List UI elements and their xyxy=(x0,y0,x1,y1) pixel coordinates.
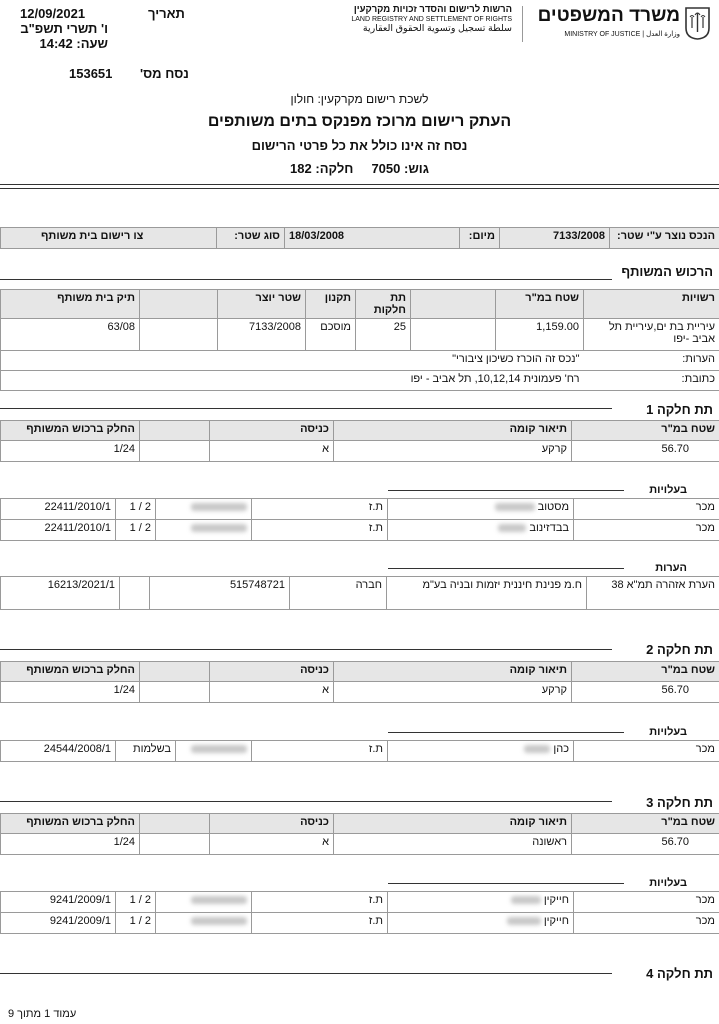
owner-id xyxy=(156,520,252,541)
owner-id-type: ת.ז xyxy=(252,499,388,520)
date-label: תאריך xyxy=(148,6,185,21)
cell-bylaws: מוסכם xyxy=(306,319,356,351)
owner-surname: חייקין xyxy=(543,915,569,927)
redacted-id-number xyxy=(191,896,247,904)
col-entrance: כניסה xyxy=(210,814,334,834)
ministry-name-en: MINISTRY OF JUSTICE xyxy=(564,31,641,38)
cell-area: 56.70 xyxy=(572,834,719,855)
redacted-first-name xyxy=(511,896,541,904)
ministry-name-ar: وزارة العدل xyxy=(646,31,680,38)
ownership-title-2: בעלויות xyxy=(649,726,687,738)
cell-common-share: 1/24 xyxy=(1,682,140,703)
cell-entrance: א xyxy=(210,834,334,855)
deed-type-value: צו רישום בית משותף xyxy=(1,228,217,249)
deed-type-label: סוג שטר: xyxy=(217,228,285,249)
owner-surname: מסטוב xyxy=(537,501,569,513)
owner-id xyxy=(156,892,252,913)
cell-area: 1,159.00 xyxy=(496,319,584,351)
owner-id-type: ת.ז xyxy=(252,892,388,913)
ownership-table-3 xyxy=(0,891,719,934)
owner-transaction: מכר xyxy=(574,520,719,541)
col-empty-1 xyxy=(411,290,496,319)
redacted-id-number xyxy=(191,503,247,511)
sub-parcel-3-rule xyxy=(0,801,612,802)
owner-share: 2 / 1 xyxy=(116,499,156,520)
redacted-id-number xyxy=(191,524,247,532)
agency-block xyxy=(340,5,512,35)
title-divider-1 xyxy=(0,184,719,185)
note-beneficiary: ח.מ פנינת חיננית יזמות ובניה בע"מ xyxy=(387,577,587,610)
col-empty xyxy=(140,421,210,441)
helka-value: 182 xyxy=(290,161,312,176)
col-floor: תיאור קומה xyxy=(334,814,572,834)
owner-share: בשלמות xyxy=(116,741,176,762)
state-emblem xyxy=(684,6,711,40)
agency-name-ar: سلطة تسجيل وتسوية الحقوق العقارية xyxy=(362,22,512,34)
cell-floor: קרקע xyxy=(334,441,572,462)
cell-empty-1 xyxy=(411,319,496,351)
owner-deed: 22411/2010/1 xyxy=(1,520,116,541)
owner-transaction: מכר xyxy=(574,741,719,762)
owner-deed: 22411/2010/1 xyxy=(1,499,116,520)
copy-number-label: נסח מס' xyxy=(140,66,189,81)
cell-floor: קרקע xyxy=(334,682,572,703)
owner-share: 2 / 1 xyxy=(116,892,156,913)
sub-parcel-2-rule xyxy=(0,649,612,650)
deed-date-value: 18/03/2008 xyxy=(285,228,460,249)
ministry-name-he: משרד המשפטים xyxy=(537,5,680,26)
cell-condo-file: 63/08 xyxy=(1,319,140,351)
notes-table-1 xyxy=(0,576,719,610)
owner-id-type: ת.ז xyxy=(252,520,388,541)
note-beneficiary-type: חברה xyxy=(290,577,387,610)
time-value: 14:42 xyxy=(39,36,73,51)
document-title: העתק רישום מרוכז מפנקס בתים משותפים xyxy=(207,113,512,130)
ministry-block xyxy=(530,5,680,38)
col-entrance: כניסה xyxy=(210,662,334,682)
common-property-title: הרכוש המשותף xyxy=(621,264,713,279)
owner-deed: 9241/2009/1 xyxy=(1,913,116,934)
note-company-id: 515748721 xyxy=(150,577,290,610)
ministry-name-sub: MINISTRY OF JUSTICE | وزارة العدل xyxy=(564,31,680,38)
col-common-share: החלק ברכוש המשותף xyxy=(1,814,140,834)
owner-share: 2 / 1 xyxy=(116,520,156,541)
copy-number: 153651 xyxy=(69,66,113,81)
owner-deed: 9241/2009/1 xyxy=(1,892,116,913)
cell-area: 56.70 xyxy=(572,441,719,462)
note-type: הערת אזהרה תמ"א 38 xyxy=(587,577,719,610)
sub-parcel-1-table xyxy=(0,420,719,462)
cell-empty xyxy=(140,834,210,855)
col-bylaws: תקנון xyxy=(306,290,356,319)
col-sub-parcels: תת חלקות xyxy=(356,290,411,319)
cell-sub-parcels: 25 xyxy=(356,319,411,351)
owner-name xyxy=(388,499,574,520)
ownership-title-1: בעלויות xyxy=(649,484,687,496)
title-divider-2 xyxy=(0,188,719,189)
hebrew-date: ו' תשרי תשפ"ב xyxy=(20,21,108,36)
notes-value: "נכס זה הוכרז כשיכון ציבורי" xyxy=(1,351,584,371)
col-common-share: החלק ברכוש המשותף xyxy=(1,662,140,682)
common-property-rule xyxy=(0,279,612,280)
sub-parcel-4-rule xyxy=(0,973,612,974)
deed-bar xyxy=(0,227,719,249)
gush-label: גוש: xyxy=(404,161,429,176)
sub-parcel-1-title: תת חלקה 1 xyxy=(646,402,713,417)
col-empty xyxy=(140,662,210,682)
owner-id xyxy=(176,741,252,762)
page-number: עמוד 1 מתוך 9 xyxy=(8,1008,77,1020)
time-row xyxy=(6,36,108,51)
document-note: נסח זה אינו כולל את כל פרטי הרישום xyxy=(251,138,468,153)
cell-common-share: 1/24 xyxy=(1,441,140,462)
redacted-first-name xyxy=(495,503,535,511)
cell-empty-2 xyxy=(140,319,218,351)
owner-transaction: מכר xyxy=(574,913,719,934)
redacted-id-number xyxy=(191,917,247,925)
address-label: כתובת: xyxy=(584,371,719,391)
cell-entrance: א xyxy=(210,682,334,703)
owner-name xyxy=(388,741,574,762)
owner-transaction: מכר xyxy=(574,892,719,913)
cell-authorities: עיריית בת ים,עיריית תל אביב -יפו xyxy=(584,319,719,351)
col-floor: תיאור קומה xyxy=(334,421,572,441)
cell-creating-deed: 7133/2008 xyxy=(218,319,306,351)
deed-date-label: מיום: xyxy=(460,228,500,249)
ownership-table-2 xyxy=(0,740,719,762)
col-authorities: רשויות xyxy=(584,290,719,319)
col-condo-file: תיק בית משותף xyxy=(1,290,140,319)
ownership-table-1 xyxy=(0,498,719,541)
owner-id xyxy=(156,913,252,934)
ownership-rule-2 xyxy=(388,732,624,733)
cell-entrance: א xyxy=(210,441,334,462)
owner-id-type: ת.ז xyxy=(252,741,388,762)
sub-parcel-3-table xyxy=(0,813,719,855)
cell-empty xyxy=(140,682,210,703)
gush-helka-line xyxy=(0,161,719,176)
address-value: רח' פעמונית 10,12,14, תל אביב - יפו xyxy=(1,371,584,391)
owner-name xyxy=(388,520,574,541)
note-deed: 16213/2021/1 xyxy=(1,577,120,610)
owner-surname: בבדזינוב xyxy=(529,522,569,534)
note-empty xyxy=(120,577,150,610)
owner-share: 2 / 1 xyxy=(116,913,156,934)
owner-id-type: ת.ז xyxy=(252,913,388,934)
ownership-rule-1 xyxy=(388,490,624,491)
common-property-table xyxy=(0,289,719,391)
col-area: שטח במ"ר xyxy=(496,290,584,319)
col-creating-deed: שטר יוצר xyxy=(218,290,306,319)
redacted-first-name xyxy=(507,917,541,925)
redacted-first-name xyxy=(524,745,550,753)
gush-value: 7050 xyxy=(371,161,401,176)
owner-transaction: מכר xyxy=(574,499,719,520)
redacted-first-name xyxy=(498,524,526,532)
agency-name-en: LAND REGISTRY AND SETTLEMENT OF RIGHTS xyxy=(351,15,512,23)
office-line: לשכת רישום מקרקעין: חולון xyxy=(290,92,429,106)
owner-surname: חייקין xyxy=(543,894,569,906)
agency-name-he: הרשות לרישום והסדר זכויות מקרקעין xyxy=(353,4,512,15)
ownership-rule-3 xyxy=(388,883,624,884)
col-empty-2 xyxy=(140,290,218,319)
time-label: שעה: xyxy=(76,36,108,51)
owner-name xyxy=(388,892,574,913)
deed-created-label: הנכס נוצר ע"י שטר: xyxy=(610,228,719,249)
col-empty xyxy=(140,814,210,834)
sub-parcel-4-title: תת חלקה 4 xyxy=(646,966,713,981)
notes-title-1: הערות xyxy=(655,562,687,574)
cell-area: 56.70 xyxy=(572,682,719,703)
sub-parcel-3-title: תת חלקה 3 xyxy=(646,795,713,810)
cell-floor: ראשונה xyxy=(334,834,572,855)
owner-deed: 24544/2008/1 xyxy=(1,741,116,762)
col-common-share: החלק ברכוש המשותף xyxy=(1,421,140,441)
date-value: 12/09/2021 xyxy=(20,6,86,21)
deed-created-value: 7133/2008 xyxy=(500,228,610,249)
col-area: שטח במ"ר xyxy=(572,814,719,834)
owner-id xyxy=(156,499,252,520)
owner-surname: כהן xyxy=(553,743,569,755)
sub-parcel-1-rule xyxy=(0,408,612,409)
col-area: שטח במ"ר xyxy=(572,662,719,682)
ownership-title-3: בעלויות xyxy=(649,877,687,889)
sub-parcel-2-title: תת חלקה 2 xyxy=(646,642,713,657)
redacted-id-number xyxy=(191,745,247,753)
col-area: שטח במ"ר xyxy=(572,421,719,441)
owner-name xyxy=(388,913,574,934)
helka-label: חלקה: xyxy=(315,161,354,176)
col-floor: תיאור קומה xyxy=(334,662,572,682)
notes-label: הערות: xyxy=(584,351,719,371)
header-divider xyxy=(522,6,523,42)
cell-common-share: 1/24 xyxy=(1,834,140,855)
notes-rule-1 xyxy=(388,568,624,569)
sub-parcel-2-table xyxy=(0,661,719,703)
col-entrance: כניסה xyxy=(210,421,334,441)
cell-empty xyxy=(140,441,210,462)
